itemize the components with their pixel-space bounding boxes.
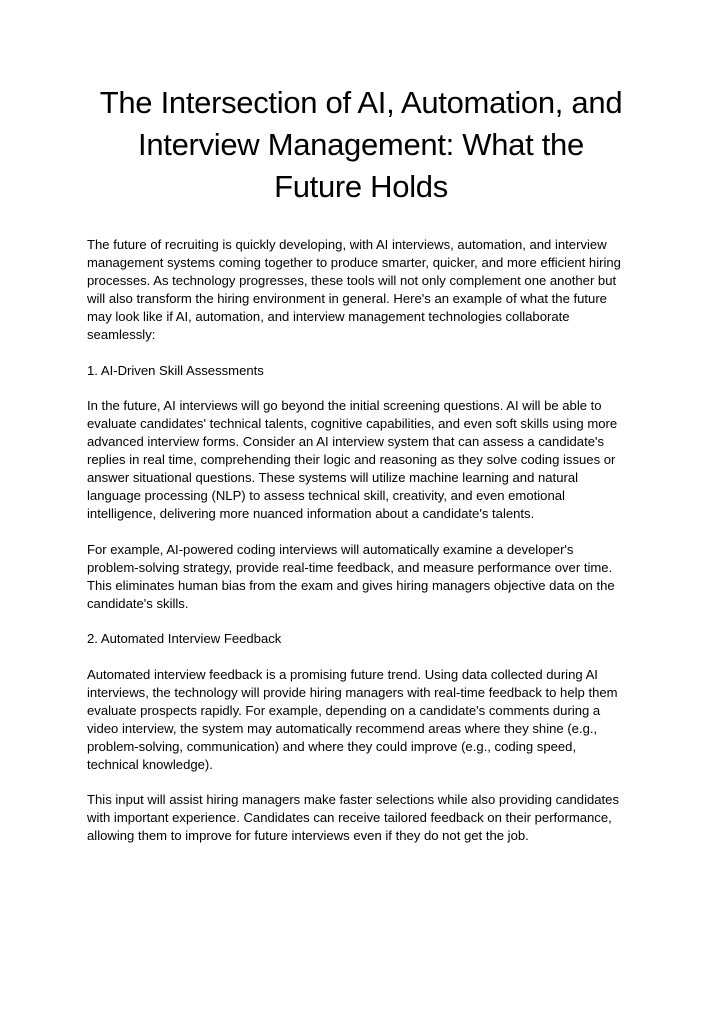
section-heading-skill-assessments xyxy=(87,362,635,380)
text-line: interviews, the technology will provide hiring managers with real-time feedback to help them xyxy=(87,684,618,700)
text-line: This input will assist hiring managers make faster selections while also providing candidates xyxy=(87,792,620,807)
text-line: evaluate prospects rapidly. For example, depending on a candidate's comments during a xyxy=(87,702,601,718)
document-page xyxy=(87,82,635,863)
text-line: seamlessly: xyxy=(87,327,156,342)
document-body xyxy=(87,236,635,845)
text-line: Automated interview feedback is a promising future trend. Using data collected during AI xyxy=(87,666,598,682)
text-line: This eliminates human bias from the exam and gives hiring managers objective data on the xyxy=(87,577,615,593)
text-line: candidate's skills. xyxy=(87,595,189,611)
text-line: In the future, AI interviews will go beyond the initial screening questions. AI will be able to xyxy=(87,398,602,413)
text-line: video interview, the system may automatically recommend areas where they shine (e.g., xyxy=(87,720,598,736)
section-heading-automated-feedback xyxy=(87,630,635,648)
text-line: management systems coming together to produce smarter, quicker, and more efficient hiring xyxy=(87,255,621,270)
text-line: with important experience. Candidates can receive tailored feedback on their performance, xyxy=(87,810,612,825)
text-line: processes. As technology progresses, these tools will not only complement one another but xyxy=(87,273,617,288)
text-line: advanced interview forms. Consider an AI interview system that can assess a candidate's xyxy=(87,434,605,449)
text-line: answer situational questions. These systems will utilize machine learning and natural xyxy=(87,470,579,485)
text-line: will also transform the hiring environment in general. Here's an example of what the future xyxy=(87,291,607,306)
title-line: Interview Management: What the xyxy=(138,127,584,162)
text-line: For example, AI-powered coding interviews will automatically examine a developer's xyxy=(87,541,574,557)
text-line: problem-solving strategy, provide real-time feedback, and measure performance over time. xyxy=(87,559,613,575)
text-line: evaluate candidates' technical talents, cognitive capabilities, and even soft skills using more xyxy=(87,416,618,431)
page-title xyxy=(87,82,635,208)
title-line: The Intersection of AI, Automation, and xyxy=(99,85,623,120)
automated-feedback-paragraph xyxy=(87,666,635,774)
text-line: 2. Automated Interview Feedback xyxy=(87,631,282,646)
title-line: Future Holds xyxy=(274,169,448,204)
candidate-feedback-paragraph xyxy=(87,791,635,845)
text-line: may look like if AI, automation, and interview management technologies collaborate xyxy=(87,309,570,324)
skill-assessments-paragraph xyxy=(87,397,635,523)
text-line: 1. AI-Driven Skill Assessments xyxy=(87,362,264,378)
text-line: technical knowledge). xyxy=(87,756,213,772)
coding-interviews-paragraph xyxy=(87,541,635,613)
intro-paragraph xyxy=(87,236,635,344)
text-line: replies in real time, comprehending their logic and reasoning as they solve coding issues or xyxy=(87,452,616,467)
text-line: The future of recruiting is quickly developing, with AI interviews, automation, and interview xyxy=(87,237,607,252)
text-line: allowing them to improve for future interviews even if they do not get the job. xyxy=(87,828,529,843)
text-line: intelligence, delivering more nuanced information about a candidate's talents. xyxy=(87,506,535,521)
text-line: language processing (NLP) to assess technical skill, creativity, and even emotional xyxy=(87,488,565,503)
text-line: problem-solving, communication) and where they could improve (e.g., coding speed, xyxy=(87,738,577,754)
